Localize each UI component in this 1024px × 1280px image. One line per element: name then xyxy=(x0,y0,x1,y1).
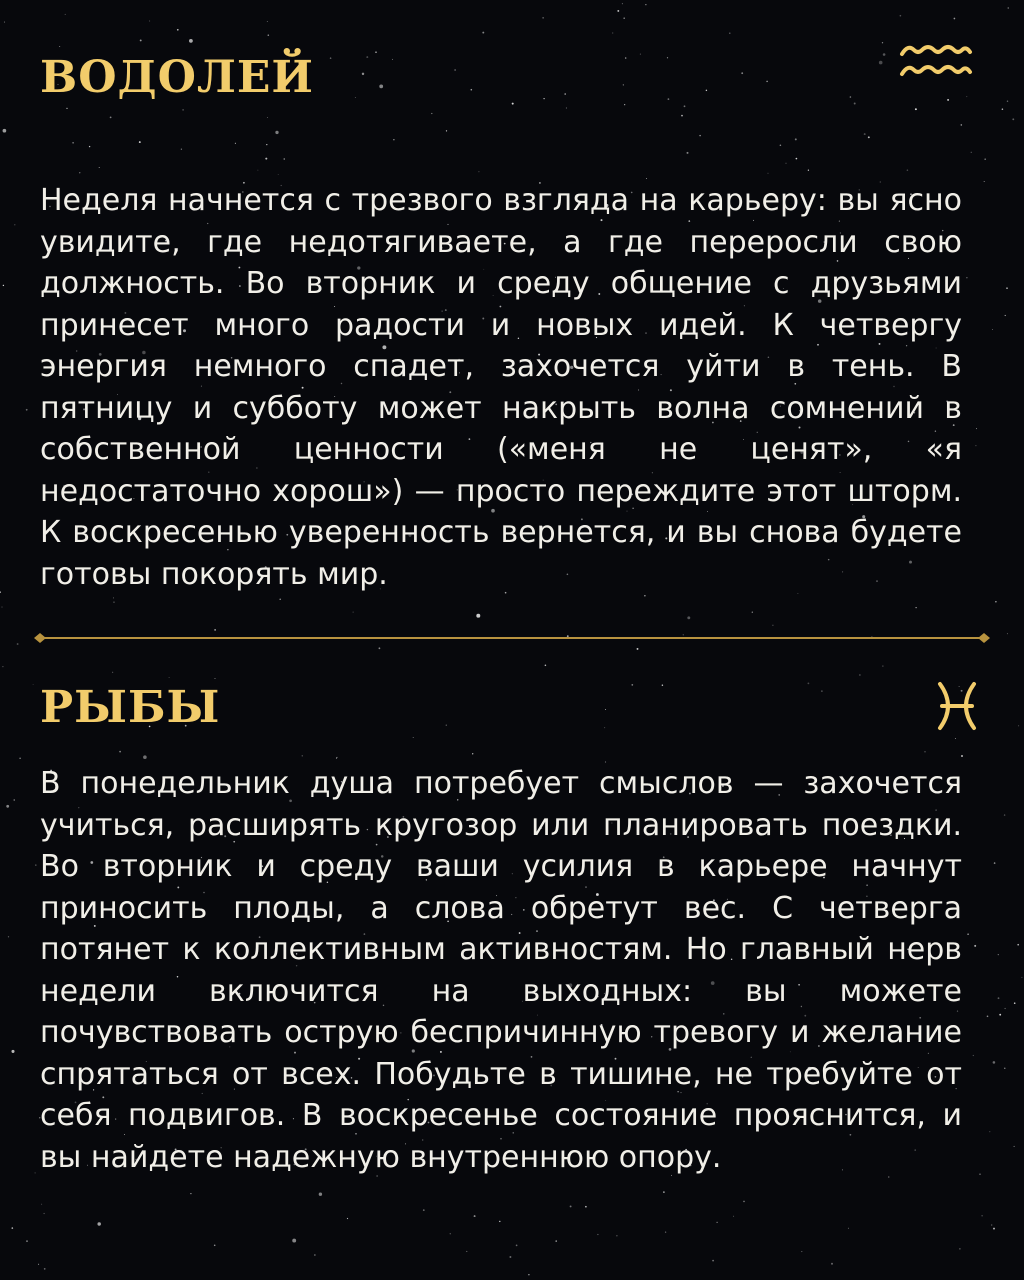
pisces-title: РЫБЫ xyxy=(40,682,221,733)
pisces-forecast-text: В понедельник душа потребует смыслов — захочется учиться, расширять кругозор или планировать поездки. Во вторник и среду ваши усилия в карьере начнут приносить плоды, а слова обретут вес. С четверга потянет к коллективным активностям. Но главный нерв недели включится на выходных: вы можете почувствовать острую беспричинную тревогу и желание спрятаться от всех. Побудьте в тишине, не требуйте от себя подвигов. В воскресенье состояние прояснится, и вы найдете надежную внутреннюю опору. xyxy=(40,766,962,1175)
pisces-icon xyxy=(934,680,980,732)
aquarius-title: ВОДОЛЕЙ xyxy=(40,52,314,103)
aquarius-icon xyxy=(896,38,976,82)
section-divider xyxy=(32,630,992,646)
aquarius-forecast-text: Неделя начнется с трезвого взгляда на карьеру: вы ясно увидите, где недотягиваете, а где переросли свою должность. Во вторник и среду общение с друзьями принесет много радости и новых идей. К четвергу энергия немного спадет, захочется уйти в тень. В пятницу и субботу может накрыть волна сомнений в собственной ценности («меня не ценят», «я недостаточно хорош») — просто переждите этот шторм. К воскресенью уверенность вернется, и вы снова будете готовы покорять мир. xyxy=(40,183,962,592)
